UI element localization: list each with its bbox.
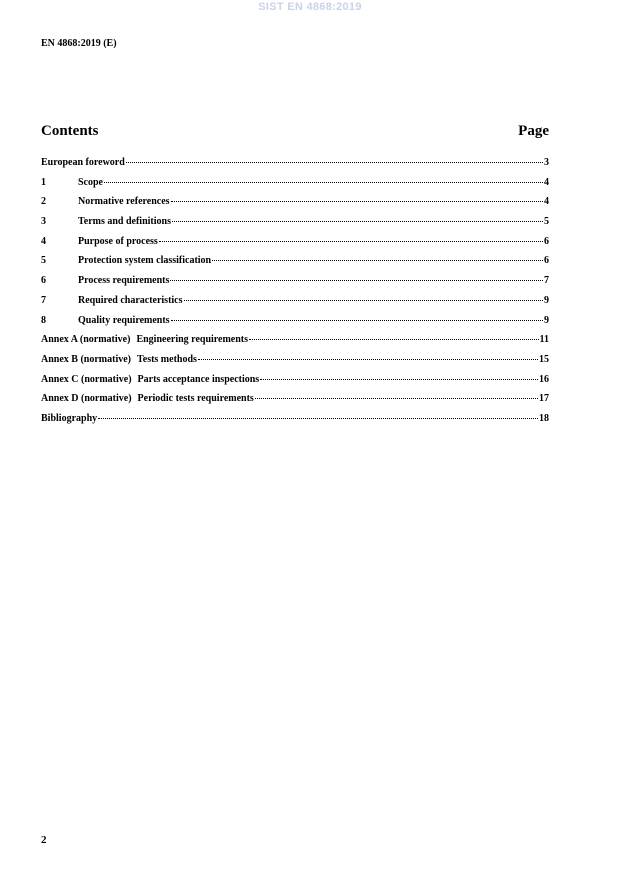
toc-entry-annex-a[interactable] [41,333,549,353]
toc-entry-title: Annex C (normative) [41,373,132,385]
toc-entry-page: 16 [539,373,549,385]
toc-entry-number: 6 [41,275,46,287]
dot-leader [171,320,543,321]
dot-leader [249,339,539,340]
toc-entry-quality-requirements[interactable] [41,314,549,334]
toc-entry-subtitle: Parts acceptance inspections [137,373,260,385]
dot-leader [255,398,538,399]
dot-leader [170,280,543,281]
toc-entry-title: Normative references [78,196,170,208]
dot-leader [212,260,543,261]
toc-entry-title: Required characteristics [78,294,183,306]
page-column-label: Page [518,123,549,139]
toc-entry-subtitle: Tests methods [137,353,197,365]
toc-entry-title: Scope [78,176,103,188]
toc-entry-subtitle: Engineering requirements [136,334,249,346]
dot-leader [260,379,538,380]
toc-entry-number: 5 [41,255,46,267]
toc-entry-process-requirements[interactable] [41,274,549,294]
toc-entry-number: 4 [41,235,46,247]
toc-entry-page: 9 [544,294,549,306]
toc-entry-title: Purpose of process [78,235,158,247]
toc-entry-scope[interactable] [41,176,549,196]
dot-leader [159,241,543,242]
dot-leader [198,359,538,360]
toc-entry-purpose-of-process[interactable] [41,235,549,255]
toc-entry-title: Annex A (normative) [41,334,131,346]
toc-entry-number: 1 [41,176,46,188]
toc-entry-page: 5 [544,216,549,228]
toc-entry-protection-system-classification[interactable] [41,254,549,274]
toc-entry-subtitle: Periodic tests requirements [137,393,254,405]
toc-entry-number: 3 [41,216,46,228]
toc-entry-page: 4 [544,196,549,208]
dot-leader [171,201,543,202]
watermark: SIST EN 4868:2019 [258,1,362,13]
toc-entry-title: Process requirements [78,275,170,287]
page-number: 2 [41,834,47,846]
toc-entry-required-characteristics[interactable] [41,294,549,314]
contents-title: Contents [41,123,99,139]
toc-entry-title: Annex B (normative) [41,353,131,365]
toc-entry-title: Protection system classification [78,255,212,267]
table-of-contents [41,156,549,432]
toc-entry-number: 7 [41,294,46,306]
toc-entry-page: 17 [539,393,549,405]
toc-entry-title: Terms and definitions [78,216,171,228]
toc-entry-title: European foreword [41,157,125,168]
toc-entry-page: 9 [544,314,549,326]
toc-entry-page: 7 [544,275,549,287]
toc-entry-page: 11 [539,334,549,346]
toc-entry-normative-references[interactable] [41,195,549,215]
dot-leader [98,418,538,419]
toc-entry-annex-c[interactable] [41,373,549,393]
toc-entry-page: 4 [544,176,549,188]
toc-entry-title: Bibliography [41,412,98,424]
dot-leader [126,162,543,163]
toc-entry-annex-b[interactable] [41,353,549,373]
toc-entry-number: 8 [41,314,46,326]
dot-leader [172,221,543,222]
toc-entry-page: 6 [544,235,549,247]
dot-leader [184,300,543,301]
toc-entry-page: 18 [539,412,549,424]
dot-leader [104,182,543,183]
toc-entry-page: 3 [544,157,549,168]
toc-entry-page: 15 [539,353,549,365]
toc-entry-page: 6 [544,255,549,267]
toc-entry-bibliography[interactable] [41,412,549,432]
toc-entry-title: Annex D (normative) [41,393,132,405]
toc-entry-terms-and-definitions[interactable] [41,215,549,235]
toc-entry-annex-d[interactable] [41,392,549,412]
document-id-header: EN 4868:2019 (E) [41,38,117,49]
toc-entry-number: 2 [41,196,46,208]
contents-heading [41,123,549,140]
toc-entry-title: Quality requirements [78,314,170,326]
toc-entry-foreword[interactable] [41,156,549,176]
